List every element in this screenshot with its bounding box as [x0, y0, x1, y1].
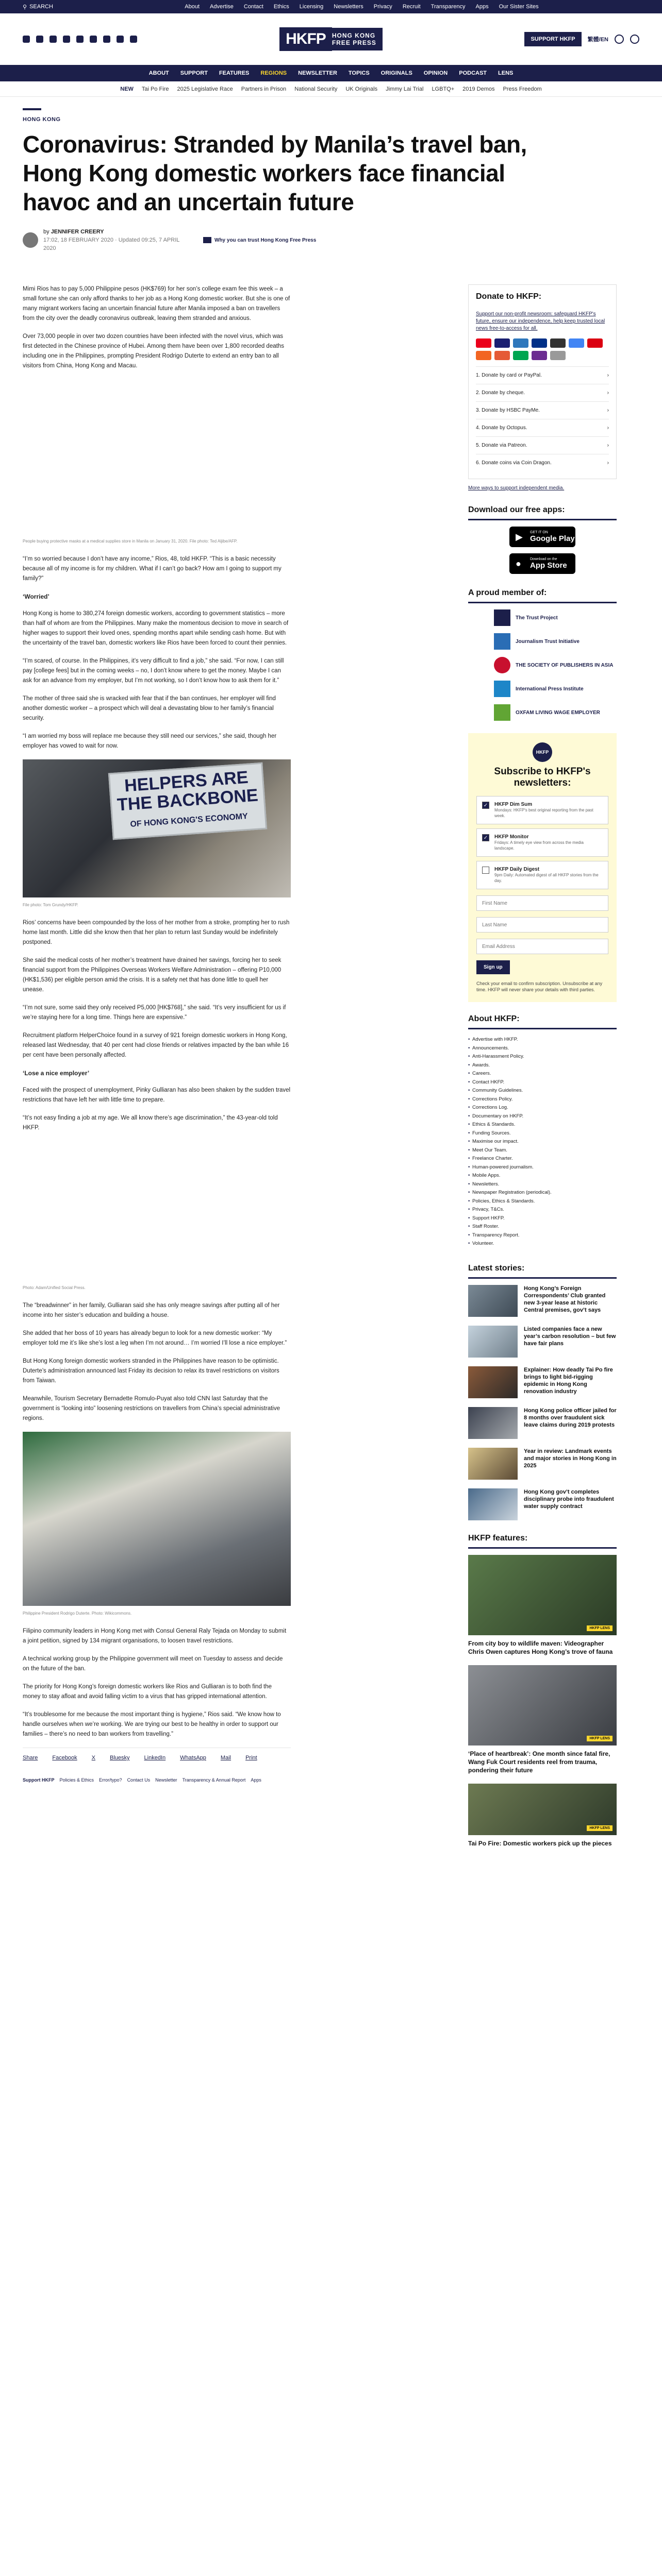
instagram-icon[interactable]: [49, 36, 57, 43]
member-jti[interactable]: [494, 633, 617, 650]
footer-link-transparency[interactable]: Transparency & Annual Report: [182, 1777, 246, 1783]
trending-item[interactable]: National Security: [294, 86, 338, 92]
footer-link-error[interactable]: Error/typo?: [99, 1777, 122, 1783]
newsletter-name: HKFP Dim Sum: [494, 802, 533, 807]
about-link[interactable]: • Corrections Log.: [468, 1104, 617, 1112]
story-thumbnail: [468, 1366, 518, 1398]
feature-item[interactable]: [468, 1784, 617, 1848]
donate-title: Donate to HKFP:: [476, 292, 542, 301]
figure: [23, 1432, 291, 1618]
newsletter-signup: [468, 733, 617, 1002]
story-item[interactable]: [468, 1407, 617, 1439]
donate-option[interactable]: [476, 419, 609, 436]
member-ipi[interactable]: [494, 681, 617, 697]
about-link[interactable]: • Support HKFP.: [468, 1214, 617, 1223]
story-item[interactable]: [468, 1366, 617, 1398]
share-mail[interactable]: Mail: [220, 1755, 231, 1761]
utility-link-ethics[interactable]: Ethics: [273, 4, 289, 10]
donate-text-link[interactable]: Support our non-profit newsroom: safeguard HKFP's future, ensure our independence, help keep trusted local news free-to-access for all.: [476, 311, 605, 331]
logo-wordmark: [332, 28, 383, 50]
trust-link-label: Why you can trust Hong Kong Free Press: [214, 237, 317, 243]
hsbc-icon: [587, 338, 603, 348]
about-link[interactable]: • Policies, Ethics & Standards.: [468, 1197, 617, 1206]
article-image: [23, 379, 291, 534]
newsletter-option[interactable]: [476, 828, 608, 857]
feature-tag: HKFP LENS: [587, 1736, 613, 1741]
logo-line-2: FREE PRESS: [332, 39, 376, 46]
donate-option[interactable]: [476, 454, 609, 471]
image-caption: Philippine President Rodrigo Duterte. Photo: Wikicommons.: [23, 1611, 132, 1616]
sign-line: HELPERS ARE THE BACKBONE: [116, 767, 259, 815]
feature-tag: HKFP LENS: [587, 1625, 613, 1631]
feature-image: [468, 1665, 617, 1745]
section-label[interactable]: HONG KONG: [23, 116, 61, 123]
paragraph: Recruitment platform HelperChoice found in a survey of 921 foreign domestic workers in Hong Kong, released last Wednesday, that 40 per cent had close friends or relatives impacted by the ban while 16 per cent have been personally affected.: [23, 1032, 289, 1058]
share-whatsapp[interactable]: WhatsApp: [180, 1755, 206, 1761]
subscribe-note: Check your email to confirm subscription. Unsubscribe at any time. HKFP will never share your details with third parties.: [476, 981, 603, 992]
paragraph: The priority for Hong Kong’s foreign domestic workers like Rios and Gulliaran is to both find the money to stay afloat and avoid falling victim to a virus that has gripped international attention.: [23, 1684, 272, 1700]
about-link[interactable]: • Corrections Policy.: [468, 1095, 617, 1104]
about-link[interactable]: • Community Guidelines.: [468, 1087, 617, 1095]
feature-image: [468, 1555, 617, 1635]
paragraph: Meanwhile, Tourism Secretary Bernadette Romulo-Puyat also told CNN last Saturday that the government is “looking into” loosening restrictions on travellers from China’s special administrative regions.: [23, 1396, 280, 1421]
payment-icons: [476, 338, 609, 360]
subscribe-title: Subscribe to HKFP's newsletters:: [494, 766, 591, 788]
footer-link-support[interactable]: Support HKFP: [23, 1777, 55, 1783]
checkbox[interactable]: ✓: [482, 802, 489, 809]
first-name-field[interactable]: [476, 895, 608, 911]
utility-link-transparency[interactable]: Transparency: [431, 4, 466, 10]
paragraph: The “breadwinner” in her family, Gulliaran said she has only meagre savings after putting all of her income into her sister’s education and building a house.: [23, 1302, 280, 1318]
support-hkfp-button[interactable]: SUPPORT HKFP: [524, 32, 581, 46]
footer-link-contact[interactable]: Contact Us: [127, 1777, 151, 1783]
share-facebook[interactable]: Facebook: [52, 1755, 77, 1761]
trending-item[interactable]: Partners in Prison: [241, 86, 287, 92]
byline: [23, 228, 639, 252]
social-links: [23, 36, 239, 43]
site-logo[interactable]: [279, 27, 383, 51]
member-list: [468, 609, 617, 721]
newsletter-option[interactable]: [476, 861, 608, 889]
trending-item[interactable]: 2019 Demos: [462, 86, 495, 92]
utility-link-licensing[interactable]: Licensing: [299, 4, 324, 10]
about-link[interactable]: • Mobile Apps.: [468, 1172, 617, 1180]
share-bluesky[interactable]: Bluesky: [110, 1755, 130, 1761]
image-caption: Photo: Adam/Unified Social Press.: [23, 1285, 86, 1290]
subheading: ‘Worried’: [23, 593, 49, 600]
paragraph: Mimi Rios has to pay 5,000 Philippine pesos (HK$769) for her son’s college exam fee this week – a small fortune she can only afford thanks to her job as a Hong Kong domestic worker. But she is one of many migrant workers facing an uncertain financial future after Manila imposed a ban on travellers from the city over the deadly coronavirus outbreak, leaving them stranded and anxious.: [23, 286, 290, 321]
google-play-small: GET IT ON: [530, 531, 548, 534]
image-caption: File photo: Tom Grundy/HKFP.: [23, 903, 78, 907]
google-play-button[interactable]: [509, 527, 575, 547]
donate-option[interactable]: [476, 436, 609, 454]
sidebar: [468, 284, 617, 1857]
feature-title: Tai Po Fire: Domestic workers pick up the pieces: [468, 1839, 612, 1847]
trust-link[interactable]: [203, 237, 316, 243]
story-thumbnail: [468, 1326, 518, 1358]
about-link[interactable]: • Maximise our impact.: [468, 1138, 617, 1146]
member-label: International Press Institute: [516, 686, 584, 692]
mastercard-icon: [476, 338, 491, 348]
google-pay-icon: [569, 338, 584, 348]
member-sopa[interactable]: [494, 657, 617, 673]
about-link[interactable]: • Funding Sources.: [468, 1129, 617, 1138]
about-title: About HKFP:: [468, 1014, 617, 1029]
paragraph: “It’s troublesome for me because the most important thing is hygiene,” Rios said. “We know how to handle ourselves when we’re working. We are trying our best to be healthy in order to support our families – there’s no need to ban workers from travelling.”: [23, 1711, 281, 1737]
member-trust-project[interactable]: [494, 609, 617, 626]
ipi-logo: [494, 681, 510, 697]
trending-item[interactable]: Press Freedom: [503, 86, 542, 92]
features-title: HKFP features:: [468, 1534, 617, 1549]
latest-title: Latest stories:: [468, 1264, 617, 1279]
donate-more-link[interactable]: More ways to support independent media.: [468, 485, 565, 491]
donate-option-label: 1. Donate by card or PayPal.: [476, 372, 542, 378]
story-item[interactable]: [468, 1285, 617, 1317]
signup-button[interactable]: Sign up: [476, 960, 510, 974]
donate-option-label: 6. Donate coins via Coin Dragon.: [476, 460, 552, 466]
accent-rule: [23, 108, 41, 110]
publish-date: 17:02, 18 FEBRUARY 2020 · Updated 09:25, 7 APRIL 2020: [43, 237, 179, 251]
amex-icon: [513, 338, 528, 348]
story-title: Year in review: Landmark events and major stories in Hong Kong in 2025: [524, 1448, 617, 1469]
utility-link-newsletters[interactable]: Newsletters: [334, 4, 363, 10]
youtube-icon[interactable]: [90, 36, 97, 43]
paragraph: Over 73,000 people in over two dozen countries have been infected with the novel virus, which was first detected in the Chinese province of Hubei. Among them have been over 1,800 recorded deaths including one in the Philippines, prompting President Rodrigo Duterte to extend an entry ban to all visitors from China, Hong Kong and Macau.: [23, 333, 284, 369]
logo-line-1: HONG KONG: [332, 32, 376, 39]
chevron-right-icon: ›: [607, 425, 609, 431]
article-footer-links: [23, 1775, 291, 1785]
story-thumbnail: [468, 1407, 518, 1439]
story-title: Explainer: How deadly Tai Po fire brings to light bid-rigging epidemic in Hong Kong renovation industry: [524, 1366, 613, 1395]
nav-opinion[interactable]: OPINION: [423, 70, 448, 76]
latest-stories: [468, 1285, 617, 1520]
donate-text: [476, 311, 609, 332]
about-link[interactable]: • Freelance Charter.: [468, 1155, 617, 1163]
story-thumbnail: [468, 1448, 518, 1480]
story-thumbnail: [468, 1488, 518, 1520]
patreon-icon: [494, 351, 510, 360]
nav-support[interactable]: SUPPORT: [180, 70, 208, 76]
newsletter-name: HKFP Daily Digest: [494, 867, 540, 872]
duterte-photo: [23, 1432, 291, 1606]
sign-subline: OF HONG KONG'S ECONOMY: [129, 811, 249, 829]
telegram-icon[interactable]: [117, 36, 124, 43]
feature-tag: HKFP LENS: [587, 1825, 613, 1831]
donate-box: [468, 284, 617, 479]
chevron-right-icon: ›: [607, 460, 609, 466]
utility-bar: [0, 0, 662, 13]
nav-newsletter[interactable]: NEWSLETTER: [298, 70, 337, 76]
utility-link-apps[interactable]: Apps: [475, 4, 489, 10]
donate-option-label: 3. Donate by HSBC PayMe.: [476, 408, 540, 413]
oxfam-logo: [494, 704, 510, 721]
about-link[interactable]: • Newspaper Registration (periodical).: [468, 1189, 617, 1197]
search-button[interactable]: [23, 4, 53, 10]
nav-podcast[interactable]: PODCAST: [459, 70, 487, 76]
paragraph: “I’m so worried because I don’t have any income,” Rios, 48, told HKFP. “This is a basic necessity because all of my income is for my children. What if I can’t go back? How am I going to support my family?”: [23, 556, 282, 582]
newsletter-desc: 9pm Daily: Automated digest of all HKFP stories from the day.: [494, 873, 599, 883]
newsletter-desc: Mondays: HKFP's best original reporting from the past week.: [494, 808, 593, 818]
figure: [23, 1141, 291, 1293]
about-link[interactable]: • Announcements.: [468, 1044, 617, 1053]
paragraph: A technical working group by the Philippine government will meet on Tuesday to assess and decide on the future of the ban.: [23, 1656, 283, 1672]
about-link[interactable]: • Awards.: [468, 1061, 617, 1070]
nav-lens[interactable]: LENS: [498, 70, 514, 76]
article-headline: Coronavirus: Stranded by Manila’s travel ban, Hong Kong domestic workers face financial havoc and an uncertain future: [23, 131, 527, 215]
story-title: Hong Kong’s Foreign Correspondents’ Club granted new 3-year lease at historic Central premises, gov’t says: [524, 1285, 606, 1313]
utility-link-advertise[interactable]: Advertise: [210, 4, 234, 10]
story-thumbnail: [468, 1285, 518, 1317]
paragraph: “I’m scared, of course. In the Philippines, it’s very difficult to find a job,” she said. “For now, I can still pay [college fees] but in the coming weeks – no, I don’t know where to get the money. Maybe I can ask for an advance from my employer, but I’m not working, so I don’t know how to ask them for it.”: [23, 658, 284, 684]
search-icon: ⚲: [23, 4, 27, 10]
about-link[interactable]: • Ethics & Standards.: [468, 1121, 617, 1129]
site-header: [0, 13, 662, 65]
app-store-small: Download on the: [530, 557, 557, 561]
story-item[interactable]: [468, 1448, 617, 1480]
feature-image: [468, 1784, 617, 1835]
about-link[interactable]: • Newsletters.: [468, 1180, 617, 1189]
apps-title: Download our free apps:: [468, 505, 617, 520]
feature-item[interactable]: [468, 1665, 617, 1774]
trending-bar: [0, 81, 662, 97]
last-name-field[interactable]: [476, 917, 608, 933]
story-item[interactable]: [468, 1488, 617, 1520]
trending-item[interactable]: UK Originals: [345, 86, 378, 92]
paragraph: Filipino community leaders in Hong Kong met with Consul General Raly Tejada on Monday to submit a joint petition, signed by 134 migrant organisations, to loosen travel restrictions.: [23, 1628, 287, 1644]
paragraph: “It’s not easy finding a job at my age. We all know there’s age discrimination,” the 43-year-old told HKFP.: [23, 1115, 278, 1131]
coin-dragon-icon: [532, 351, 547, 360]
visa-icon: [494, 338, 510, 348]
about-link[interactable]: • Human-powered journalism.: [468, 1163, 617, 1172]
chevron-right-icon: ›: [607, 443, 609, 448]
trust-project-logo: [494, 609, 510, 626]
story-title: Listed companies face a new year’s carbon resolution – but few have fair plans: [524, 1326, 616, 1347]
share-row: [23, 1748, 291, 1763]
cheque-icon: [550, 351, 566, 360]
paragraph: Rios’ concerns have been compounded by the loss of her mother from a stroke, prompting her to rush home last month. Little did she know then that her plan to return last Sunday would be indefinitely postponed.: [23, 920, 290, 945]
author-avatar: [23, 232, 38, 248]
linkedin-icon[interactable]: [103, 36, 110, 43]
chevron-right-icon: ›: [607, 390, 609, 396]
paragraph: She added that her boss of 10 years has already begun to look for a new domestic worker: “My employer told me it’s like she’s lost a leg when I’m not around… I’m worried I’ll lose a nice employer.”: [23, 1330, 287, 1346]
threads-icon[interactable]: [63, 36, 70, 43]
paragraph: She said the medical costs of her mother’s treatment have drained her savings, forcing her to seek financial support from the Philippines Overseas Workers Welfare Administration – offering P10,000 (HK$1,536) per eligible person amid the crisis. It is a safety net that has done little to quell her unease.: [23, 957, 282, 993]
account-icon[interactable]: [615, 35, 624, 44]
about-link[interactable]: • Contact HKFP.: [468, 1078, 617, 1087]
newsletter-desc: Fridays: A timely eye view from across the media landscape.: [494, 840, 584, 851]
about-link[interactable]: • Meet Our Team.: [468, 1146, 617, 1155]
byline-text: [43, 228, 188, 252]
donate-option[interactable]: [476, 366, 609, 384]
footer-link-newsletter[interactable]: Newsletter: [155, 1777, 177, 1783]
email-field[interactable]: [476, 939, 608, 954]
share-label: Share: [23, 1755, 38, 1761]
checkbox[interactable]: ✓: [482, 834, 489, 841]
paragraph: The mother of three said she is wracked with fear that if the ban continues, her employer will find another domestic worker – a prospect which will deal a devastating blow to her family’s financial security.: [23, 696, 276, 721]
paragraph: Hong Kong is home to 380,274 foreign domestic workers, according to government statistics – more than half of whom are from the Philippines. Many make the momentous decision to move in search of higher wages to support their loved ones, spending months apart while sending cash home. But with the uncertainty of the travel ban, domestic workers like Rios have been forced to count their pennies.: [23, 611, 289, 646]
utility-link-recruit[interactable]: Recruit: [402, 4, 421, 10]
image-caption: People buying protective masks at a medical supplies store in Manila on January 31, 2020. File photo: Ted Aljibe/AFP.: [23, 539, 238, 544]
sopa-logo: [494, 657, 510, 673]
about-link[interactable]: • Privacy, T&Cs.: [468, 1206, 617, 1214]
about-link[interactable]: • Staff Roster.: [468, 1223, 617, 1231]
about-link[interactable]: • Volunteer.: [468, 1240, 617, 1248]
trending-item[interactable]: 2025 Legislative Race: [177, 86, 233, 92]
app-store-button[interactable]: [509, 553, 575, 574]
google-play-big: Google Play: [530, 534, 575, 543]
feature-item[interactable]: [468, 1555, 617, 1656]
search-label: SEARCH: [29, 4, 53, 10]
figure: [23, 759, 291, 910]
donate-option[interactable]: [476, 384, 609, 401]
about-link[interactable]: • Advertise with HKFP.: [468, 1036, 617, 1044]
donate-option[interactable]: [476, 401, 609, 419]
newsletter-name: HKFP Monitor: [494, 834, 529, 840]
member-label: OXFAM LIVING WAGE EMPLOYER: [516, 709, 600, 716]
bluesky-icon[interactable]: [76, 36, 84, 43]
share-x[interactable]: X: [91, 1755, 96, 1761]
utility-link-privacy[interactable]: Privacy: [373, 4, 392, 10]
utility-link-sister-sites[interactable]: Our Sister Sites: [499, 4, 539, 10]
paragraph: “I am worried my boss will replace me because they still need our services,” she said, though her employer has vowed to wait for now.: [23, 733, 277, 749]
about-link[interactable]: • Anti-Harassment Policy.: [468, 1053, 617, 1061]
jti-logo: [494, 633, 510, 650]
x-icon[interactable]: [23, 36, 30, 43]
dark-mode-icon[interactable]: [630, 35, 639, 44]
donate-option-label: 5. Donate via Patreon.: [476, 443, 527, 448]
logo-mark: HKFP: [279, 27, 332, 51]
app-store-big: App Store: [530, 561, 567, 570]
octopus-icon: [476, 351, 491, 360]
apple-icon: ●: [516, 558, 521, 569]
member-title: A proud member of:: [468, 588, 617, 603]
story-title: Hong Kong police officer jailed for 8 months over fraudulent sick leave claims during 2019 protests: [524, 1407, 617, 1428]
article-image: [23, 1141, 291, 1280]
article-body: [23, 284, 291, 1785]
member-label: The Trust Project: [516, 615, 558, 621]
member-label: THE SOCIETY OF PUBLISHERS IN ASIA: [516, 662, 614, 668]
about-links: [468, 1036, 617, 1248]
newsletter-option[interactable]: [476, 796, 608, 824]
paragraph: Faced with the prospect of unemployment, Pinky Gulliaran has also been shaken by the sudden travel restrictions that have left her with little time to prepare.: [23, 1087, 291, 1103]
utility-links: [185, 4, 538, 10]
paypal-icon: [532, 338, 547, 348]
checkbox[interactable]: [482, 867, 489, 874]
header-actions: [423, 32, 639, 46]
paragraph: “I’m not sure, some said they only received P5,000 [HK$768],” she said. “It’s very insufficient for us if we’re staying here for a long time. Things here are expensive.”: [23, 1005, 286, 1021]
member-label: Journalism Trust Initiative: [516, 638, 580, 645]
trending-item[interactable]: LGBTQ+: [432, 86, 455, 92]
figure: [23, 379, 291, 546]
feature-title: ‘Place of heartbreak’: One month since fatal fire, Wang Fuk Court residents reel from trauma, pondering their future: [468, 1750, 610, 1774]
share-linkedin[interactable]: LinkedIn: [144, 1755, 166, 1761]
trending-item[interactable]: Tai Po Fire: [141, 86, 169, 92]
nav-about[interactable]: ABOUT: [148, 70, 169, 76]
google-play-icon: ▶: [516, 532, 523, 542]
payme-icon: [513, 351, 528, 360]
chevron-right-icon: ›: [607, 408, 609, 413]
story-item[interactable]: [468, 1326, 617, 1358]
member-oxfam[interactable]: [494, 704, 617, 721]
utility-link-contact[interactable]: Contact: [243, 4, 263, 10]
rss-icon[interactable]: [130, 36, 137, 43]
protest-sign: [108, 762, 267, 840]
feature-title: From city boy to wildlife maven: Videographer Chris Owen captures Hong Kong’s trove of fauna: [468, 1639, 613, 1655]
article-header: [23, 108, 639, 252]
nav-features[interactable]: FEATURES: [219, 70, 250, 76]
donate-option-label: 2. Donate by cheque.: [476, 390, 525, 396]
main-nav: [0, 65, 662, 81]
donate-option-label: 4. Donate by Octopus.: [476, 425, 527, 431]
paragraph: But Hong Kong foreign domestic workers stranded in the Philippines have reason to be optimistic. Duterte’s administration announced last Friday its decision to relax its travel restrictions on visitors from Taiwan.: [23, 1358, 279, 1384]
trending-label: NEW: [120, 86, 134, 92]
nav-regions[interactable]: REGIONS: [260, 70, 287, 76]
hkfp-logo: HKFP: [533, 742, 552, 762]
facebook-icon[interactable]: [36, 36, 43, 43]
subheading: ‘Lose a nice employer’: [23, 1070, 90, 1077]
utility-link-about[interactable]: About: [185, 4, 200, 10]
about-link[interactable]: • Documentary on HKFP.: [468, 1112, 617, 1121]
footer-link-policies[interactable]: Policies & Ethics: [59, 1777, 94, 1783]
footer-link-apps[interactable]: Apps: [251, 1777, 261, 1783]
nav-topics[interactable]: TOPICS: [348, 70, 370, 76]
nav-originals[interactable]: ORIGINALS: [380, 70, 412, 76]
share-print[interactable]: Print: [245, 1755, 257, 1761]
story-title: Hong Kong gov’t completes disciplinary probe into fraudulent water supply contract: [524, 1488, 614, 1510]
about-link[interactable]: • Careers.: [468, 1070, 617, 1078]
trust-icon: [203, 237, 211, 243]
about-link[interactable]: • Transparency Report.: [468, 1231, 617, 1240]
apple-pay-icon: [550, 338, 566, 348]
author-name[interactable]: JENNIFER CREERY: [51, 229, 104, 235]
language-toggle[interactable]: 繁體/EN: [587, 37, 608, 43]
protest-photo: [23, 759, 291, 897]
trending-item[interactable]: Jimmy Lai Trial: [386, 86, 424, 92]
byline-prefix: by: [43, 229, 49, 235]
donate-options: [476, 366, 609, 471]
chevron-right-icon: ›: [607, 372, 609, 378]
